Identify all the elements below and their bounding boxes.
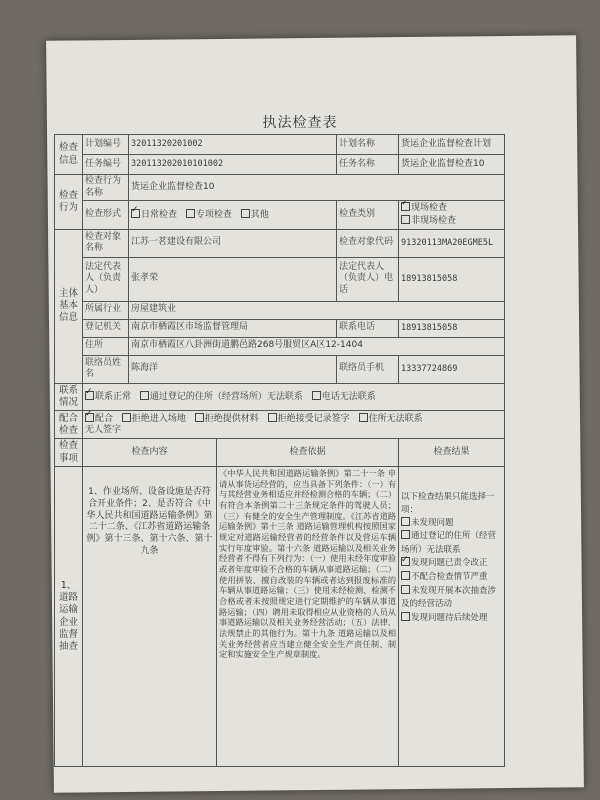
- checkbox-icon: [241, 209, 250, 218]
- rep-name-value: 张孝荣: [129, 257, 337, 301]
- result-header: 检查结果: [399, 439, 505, 467]
- result-option-corrected[interactable]: ✓发现问题已责令改正: [401, 557, 502, 571]
- coop-extra-note: 无人签字: [85, 425, 122, 436]
- form-option-daily[interactable]: ✓ 日常检查: [131, 210, 177, 220]
- checkbox-checked-icon: [401, 557, 410, 566]
- item-basis: 《中华人民共和国道路运输条例》第二十一条 申请从事货运经营的，应当具备下列条件：（一）有与其经营业务相适应并经检测合格的车辆；（二）有符合本条例第二十三条规定条件的驾驶人员；（三）有健全的安全生产管理制度。《江苏省道路运输条例》第十三条 道路运输管理机构按照国家规定对道路运输经营者的经营条件以及营运车辆实行年度审验。第十六条 道路运输以及相关业务经营者不得有下列行为：（一）使用未经年度审验或者年度审验不合格的车辆从事道路运输；（二）使用拼装、擅自改装的车辆或者达到报废标准的车辆从事道路运输；（三）使用未经检测、检测不合格或者未按照规定进行定期维护的车辆从事道路运输；（四）聘用未取得相应从业资格的人员从事道路运输以及相关业务经营活动；（五）法律、法规禁止的其他行为。第十九条 道路运输以及相关业务经营者应当建立健全安全生产责任制、制定和实施安全生产规章制度。: [217, 467, 399, 767]
- item-content: 1、作业场所、设备设施是否符合开业条件；2、是否符合《中华人民共和国道路运输条例》第二十二条、《江苏省道路运输条例》第十三条、第十六条、第十九条: [83, 467, 217, 767]
- checkbox-checked-icon: [401, 202, 410, 211]
- object-name-label: 检查对象名称: [83, 229, 129, 257]
- section-check-behavior: 检查行为: [55, 175, 83, 230]
- object-code-label: 检查对象代码: [337, 229, 399, 257]
- liaison-phone-label: 联络员手机: [337, 355, 399, 383]
- liaison-label: 联络员姓名: [83, 355, 129, 383]
- checkbox-icon: [312, 391, 321, 400]
- result-option-pending[interactable]: 发现问题待后续处理: [401, 612, 502, 626]
- address-label: 住所: [83, 337, 129, 355]
- task-no-label: 任务编号: [83, 155, 129, 175]
- contact-option-address[interactable]: 通过登记的住所（经营场所）无法联系: [140, 392, 303, 402]
- checkbox-icon: [268, 413, 277, 422]
- checkbox-icon: [401, 517, 410, 526]
- industry-value: 房屋建筑业: [129, 301, 505, 319]
- checkbox-checked-icon: [131, 209, 140, 218]
- liaison-value: 陈海洋: [129, 355, 337, 383]
- checkbox-icon: [401, 530, 410, 539]
- section-subject: 主体基本信息: [55, 229, 83, 383]
- reg-value: 南京市栖霞区市场监督管理局: [129, 319, 337, 337]
- contact-status-options: [83, 383, 505, 411]
- result-option-no-activity[interactable]: 未发现开展本次抽查涉及的经营活动: [401, 585, 497, 610]
- check-type-options: [399, 201, 505, 229]
- liaison-phone-value: 13337724869: [399, 355, 505, 383]
- address-value: 南京市栖霞区八卦洲街道鹏邑路268号服贸区A区12-1404: [129, 337, 505, 355]
- page-title: 执法检查表: [262, 115, 338, 131]
- check-type-label: 检查类别: [337, 201, 399, 229]
- task-no-value: 320113202010101002: [129, 155, 337, 175]
- rep-phone-label: 法定代表人（负责人）电话: [337, 257, 399, 301]
- object-name-value: 江苏一茗建设有限公司: [129, 229, 337, 257]
- behavior-name-value: 货运企业监督检查10: [129, 175, 505, 201]
- task-name-value: 货运企业监督检查10: [399, 155, 505, 175]
- contact-option-normal[interactable]: ✓联系正常: [85, 392, 131, 402]
- checkbox-icon: [359, 413, 368, 422]
- coop-option-deny-entry[interactable]: 拒绝进入场地: [122, 414, 186, 424]
- checkbox-checked-icon: [85, 413, 94, 422]
- rep-phone-value: 18913815058: [399, 257, 505, 301]
- inspection-table: [54, 134, 505, 767]
- behavior-name-label: 检查行为名称: [83, 175, 129, 201]
- result-option-none[interactable]: 未发现问题: [401, 517, 502, 531]
- item-name: 1、道路运输企业监督抽查: [55, 467, 83, 767]
- section-items: 检查事项: [55, 439, 83, 467]
- object-code-value: 91320113MA20EGME5L: [399, 229, 505, 257]
- result-intro: 以下检查结果只能选择一项：: [401, 492, 495, 515]
- result-option-no-contact[interactable]: 通过登记的住所（经营场所）无法联系: [401, 531, 497, 555]
- contact-phone-value: 18913815058: [399, 319, 505, 337]
- type-option-onsite[interactable]: ✓现场检查: [401, 203, 447, 213]
- checkbox-icon: [195, 413, 204, 422]
- plan-name-label: 计划名称: [337, 135, 399, 155]
- checkbox-icon: [122, 413, 131, 422]
- checkbox-checked-icon: [85, 391, 94, 400]
- checkbox-icon: [140, 391, 149, 400]
- form-option-special[interactable]: 专项检查: [186, 210, 232, 220]
- contact-phone-label: 联系电话: [337, 319, 399, 337]
- section-check-info: 检查信息: [55, 135, 83, 175]
- type-option-offsite[interactable]: 非现场检查: [401, 216, 456, 226]
- content-header: 检查内容: [83, 439, 217, 467]
- check-form-label: 检查形式: [83, 201, 129, 229]
- section-contact-status: 联系情况: [55, 383, 83, 411]
- plan-no-label: 计划编号: [83, 135, 129, 155]
- plan-name-value: 货运企业监督检查计划: [399, 135, 505, 155]
- result-option-noncooperation[interactable]: 不配合检查情节严重: [401, 571, 502, 585]
- plan-no-value: 32011320201002: [129, 135, 337, 155]
- checkbox-icon: [401, 585, 410, 594]
- cooperation-options: [83, 411, 505, 439]
- reg-label: 登记机关: [83, 319, 129, 337]
- rep-label: 法定代表人（负责人）: [83, 257, 129, 301]
- basis-header: 检查依据: [217, 439, 399, 467]
- checkbox-icon: [401, 215, 410, 224]
- industry-label: 所属行业: [83, 301, 129, 319]
- item-result: [399, 467, 505, 767]
- checkbox-icon: [401, 571, 410, 580]
- form-option-other[interactable]: 其他: [241, 210, 269, 220]
- coop-option-deny-material[interactable]: 拒绝提供材料: [195, 414, 259, 424]
- coop-option-cooperate[interactable]: ✓配合: [85, 414, 113, 424]
- coop-option-deny-sign[interactable]: 拒绝接受记录签字: [268, 414, 350, 424]
- contact-option-phone[interactable]: 电话无法联系: [312, 392, 376, 402]
- section-cooperation: 配合检查: [55, 411, 83, 439]
- checkbox-icon: [186, 209, 195, 218]
- checkbox-icon: [401, 612, 410, 621]
- task-name-label: 任务名称: [337, 155, 399, 175]
- coop-option-no-contact[interactable]: 住所无法联系: [359, 414, 423, 424]
- check-form-options: [129, 201, 337, 229]
